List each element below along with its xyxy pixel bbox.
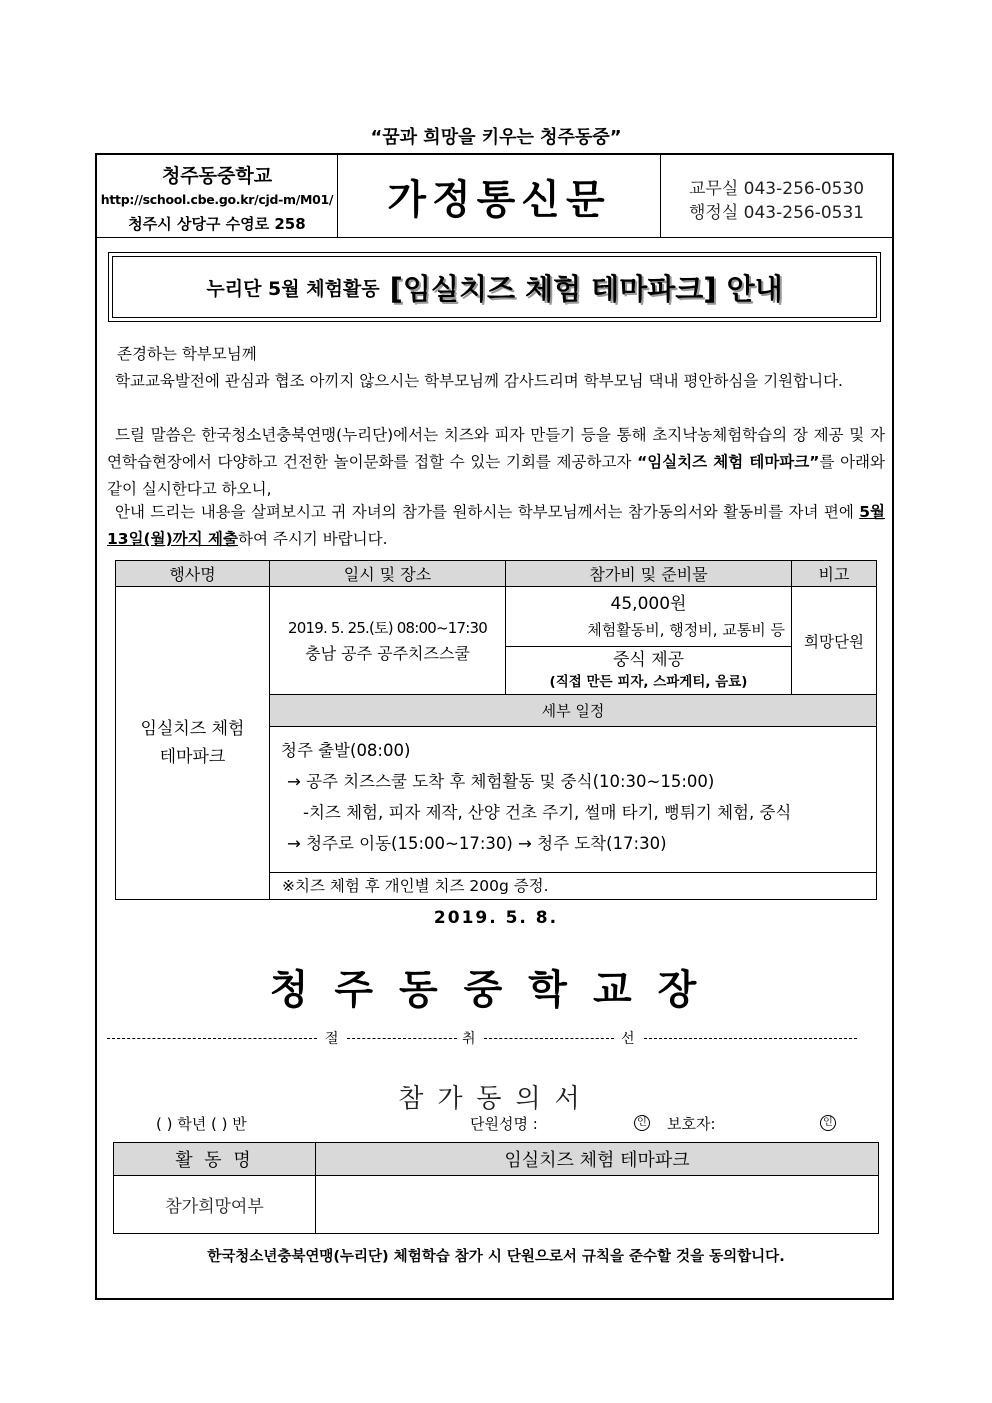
member-seal-icon: 인 xyxy=(634,1115,650,1131)
cut-dash xyxy=(644,1038,857,1039)
paragraph-3-end: 하여 주시기 바랍니다. xyxy=(237,530,388,548)
header-remark: 비고 xyxy=(791,560,877,587)
member-name-label: 단원성명 : xyxy=(470,1115,538,1133)
participation-input[interactable] xyxy=(315,1175,879,1234)
remark-cell: 희망단원 xyxy=(791,586,877,695)
cut-label-3: 선 xyxy=(621,1028,635,1048)
guardian-seal-icon: 인 xyxy=(820,1115,836,1131)
newsletter-title: 가정통신문 xyxy=(338,155,661,238)
schedule-cell xyxy=(269,726,877,873)
event-place: 충남 공주 공주치즈스쿨 xyxy=(305,643,470,663)
consent-form-title: 참가동의서 xyxy=(398,1084,594,1114)
grade-class-field[interactable]: ( ) 학년 ( ) 반 xyxy=(156,1115,247,1133)
consent-table xyxy=(113,1142,879,1234)
consent-form-fields xyxy=(150,1113,850,1135)
cut-dash xyxy=(484,1038,614,1039)
header-datetime-place: 일시 및 장소 xyxy=(269,560,506,587)
lunch: 중식 제공 xyxy=(612,649,685,670)
gift-note: ※치즈 체험 후 개인별 치즈 200g 증정. xyxy=(269,872,877,900)
notice-title-small: 누리단 5월 체험활동 xyxy=(206,277,380,300)
paragraph-3-deadline: 5월 13일(월)까지 제출 xyxy=(107,503,885,548)
cut-dash xyxy=(347,1038,457,1039)
header-fee-items: 참가비 및 준비물 xyxy=(505,560,792,587)
paragraph-2-text: 드릴 말씀은 한국청소년충북연맹(누리단)에서는 치즈와 피자 만들기 등을 통해 초지낙농체험학습의 장 제공 및 자연학습현장에서 다양하고 건전한 놀이문화를 접할 수 있는 기회를 제공하고자 xyxy=(107,426,885,471)
school-name: 청주동중학교 xyxy=(161,165,273,187)
schedule-item: 청주 출발(08:00) xyxy=(281,741,411,760)
greeting: 존경하는 학부모님께 xyxy=(117,345,257,363)
paragraph-3-text: 안내 드리는 내용을 살펴보시고 귀 자녀의 참가를 원하시는 학부모님께서는 참가동의서와 활동비를 자녀 편에 xyxy=(115,503,860,521)
paragraph-3 xyxy=(107,499,885,553)
school-url[interactable]: http://school.cbe.go.kr/cjd-m/M01/ xyxy=(100,192,334,207)
cut-label-2: 취 xyxy=(462,1028,476,1048)
school-motto: “꿈과 희망을 키우는 청주동중” xyxy=(370,127,622,148)
phone-info-cell xyxy=(661,155,892,238)
school-info-cell xyxy=(97,155,338,238)
event-name-cell xyxy=(115,586,270,900)
lunch-detail: (직접 만든 피자, 스파게티, 음료) xyxy=(549,673,748,690)
cut-label-1: 절 xyxy=(325,1028,339,1048)
datetime-place-cell xyxy=(269,586,506,695)
paragraph-1: 학교교육발전에 관심과 협조 아끼지 않으시는 학부모님께 감사드리며 학부모님 댁내 평안하심을 기원합니다. xyxy=(115,372,843,390)
principal-signature-title: 청주동중학교장 xyxy=(269,967,723,1013)
cut-dash xyxy=(107,1038,317,1039)
fee-detail: 체험활동비, 행정비, 교통비 등 xyxy=(587,620,785,639)
guardian-label: 보호자: xyxy=(667,1115,716,1133)
fee-cell xyxy=(505,586,792,647)
event-datetime: 2019. 5. 25.(토) 08:00~17:30 xyxy=(287,618,488,637)
cut-line xyxy=(107,1028,857,1048)
notice-title-main: [임실치즈 체험 테마파크] 안내 xyxy=(389,271,783,306)
activity-name-header: 활 동 명 xyxy=(113,1142,316,1176)
schedule-item: -치즈 체험, 피자 제작, 산양 건초 주기, 썰매 타기, 뻥튀기 체험, 중식 xyxy=(303,803,792,822)
header-event-name: 행사명 xyxy=(115,560,270,587)
event-name-line-1: 임실치즈 체험 xyxy=(140,719,245,739)
paragraph-2-end: 를 아래와 같이 실시한다고 하오니, xyxy=(107,453,886,498)
schedule-item: → 공주 치즈스쿨 도착 후 체험활동 및 중식(10:30~15:00) xyxy=(287,772,715,791)
schedule-item: → 청주로 이동(15:00~17:30) → 청주 도착(17:30) xyxy=(287,834,667,853)
participation-label: 참가희망여부 xyxy=(113,1175,316,1234)
phone-office-admin: 행정실 043-256-0531 xyxy=(689,203,865,223)
fee-amount: 45,000원 xyxy=(610,593,687,614)
activity-name-value: 임실치즈 체험 테마파크 xyxy=(315,1142,879,1176)
phone-office-teachers: 교무실 043-256-0530 xyxy=(689,179,865,199)
issue-date: 2019. 5. 8. xyxy=(433,908,559,928)
notice-title-box xyxy=(112,256,877,318)
schedule-header: 세부 일정 xyxy=(269,694,877,727)
paragraph-2 xyxy=(107,422,885,503)
event-name-line-2: 테마파크 xyxy=(159,747,226,767)
agreement-statement: 한국청소년충북연맹(누리단) 체험학습 참가 시 단원으로서 규칙을 준수할 것을 동의합니다. xyxy=(207,1249,785,1265)
paragraph-2-event: “임실치즈 체험 테마파크” xyxy=(637,453,820,471)
event-table xyxy=(115,560,877,900)
lunch-cell xyxy=(505,646,792,695)
school-address: 청주시 상당구 수영로 258 xyxy=(128,215,306,233)
